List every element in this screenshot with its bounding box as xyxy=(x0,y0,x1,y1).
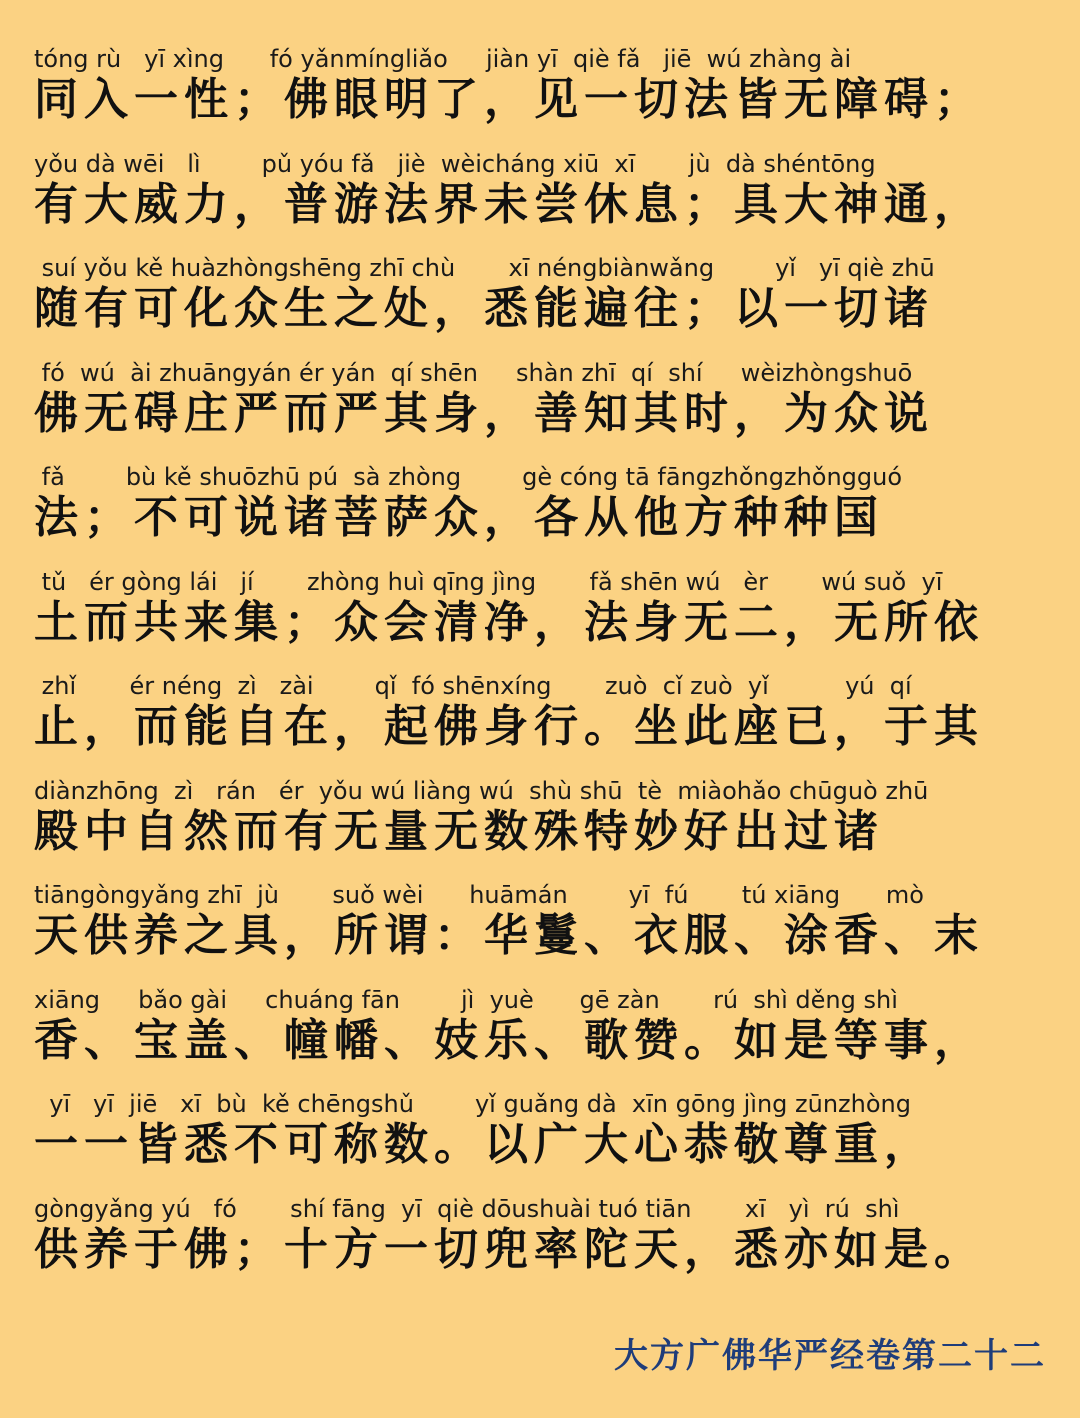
text-line xyxy=(34,772,1046,877)
pinyin-row: tǔ ér gòng lái jí zhòng huì qīng jìng fǎ shēn wú èr wú suǒ yī xyxy=(34,567,943,596)
pinyin-row: zhǐ ér néng zì zài qǐ fó shēnxíng zuò cǐ zuò yǐ yú qí xyxy=(34,672,912,700)
hanzi-row: 一一皆悉不可称数。以广大心恭敬尊重， xyxy=(34,1119,934,1170)
text-line xyxy=(34,876,1046,981)
hanzi-row: 香、宝盖、幢幡、妓乐、歌赞。如是等事， xyxy=(34,1014,984,1066)
sutra-text xyxy=(34,40,1046,1294)
hanzi-row: 土而共来集；众会清净，法身无二，无所依 xyxy=(34,596,984,648)
source-title: 大方广佛华严经卷第二十二 xyxy=(614,1336,1046,1376)
text-line xyxy=(34,458,1046,563)
text-line xyxy=(34,981,1046,1086)
pinyin-row: suí yǒu kě huàzhòngshēng zhī chù xī néngbiànwǎng yǐ yī qiè zhū xyxy=(34,254,935,282)
pinyin-row: fó wú ài zhuāngyán ér yán qí shēn shàn zhī qí shí wèizhòngshuō xyxy=(34,358,913,387)
text-line xyxy=(34,145,1046,250)
text-line xyxy=(34,563,1046,668)
pinyin-row: yǒu dà wēi lì pǔ yóu fǎ jiè wèicháng xiū xī jù dà shéntōng xyxy=(34,149,876,178)
pinyin-row: xiāng bǎo gài chuáng fān jì yuè gē zàn rú shì děng shì xyxy=(34,985,898,1014)
pinyin-row: gòngyǎng yú fó shí fāng yī qiè dōushuài tuó tiān xī yì rú shì xyxy=(34,1194,900,1223)
text-line xyxy=(34,1085,1046,1190)
hanzi-row: 供养于佛；十方一切兜率陀天，悉亦如是。 xyxy=(34,1223,984,1275)
text-line xyxy=(34,249,1046,354)
pinyin-row: tóng rù yī xìng fó yǎnmíngliǎo jiàn yī qiè fǎ jiē wú zhàng ài xyxy=(34,45,852,73)
hanzi-row: 有大威力，普游法界未尝休息；具大神通， xyxy=(34,178,984,230)
pinyin-row: diànzhōng zì rán ér yǒu wú liàng wú shù shū tè miàohǎo chūguò zhū xyxy=(34,776,929,805)
hanzi-row: 止，而能自在，起佛身行。坐此座已，于其 xyxy=(34,701,984,752)
hanzi-row: 殿中自然而有无量无数殊特妙好出过诸 xyxy=(34,805,884,857)
hanzi-row: 同入一性；佛眼明了，见一切法皆无障碍； xyxy=(34,74,984,125)
pinyin-row: fǎ bù kě shuōzhū pú sà zhòng gè cóng tā fāngzhǒngzhǒngguó xyxy=(34,463,903,491)
text-line xyxy=(34,667,1046,772)
pinyin-row: tiāngòngyǎng zhī jù suǒ wèi huāmán yī fú tú xiāng mò xyxy=(34,881,924,909)
text-line xyxy=(34,1190,1046,1295)
hanzi-row: 法；不可说诸菩萨众，各从他方种种国 xyxy=(34,492,884,543)
hanzi-row: 天供养之具，所谓：华鬘、衣服、涂香、末 xyxy=(34,910,984,961)
hanzi-row: 随有可化众生之处，悉能遍往；以一切诸 xyxy=(34,283,934,334)
pinyin-row: yī yī jiē xī bù kě chēngshǔ yǐ guǎng dà xīn gōng jìng zūnzhòng xyxy=(34,1090,911,1118)
text-line xyxy=(34,40,1046,145)
hanzi-row: 佛无碍庄严而严其身，善知其时，为众说 xyxy=(34,387,934,439)
text-line xyxy=(34,354,1046,459)
